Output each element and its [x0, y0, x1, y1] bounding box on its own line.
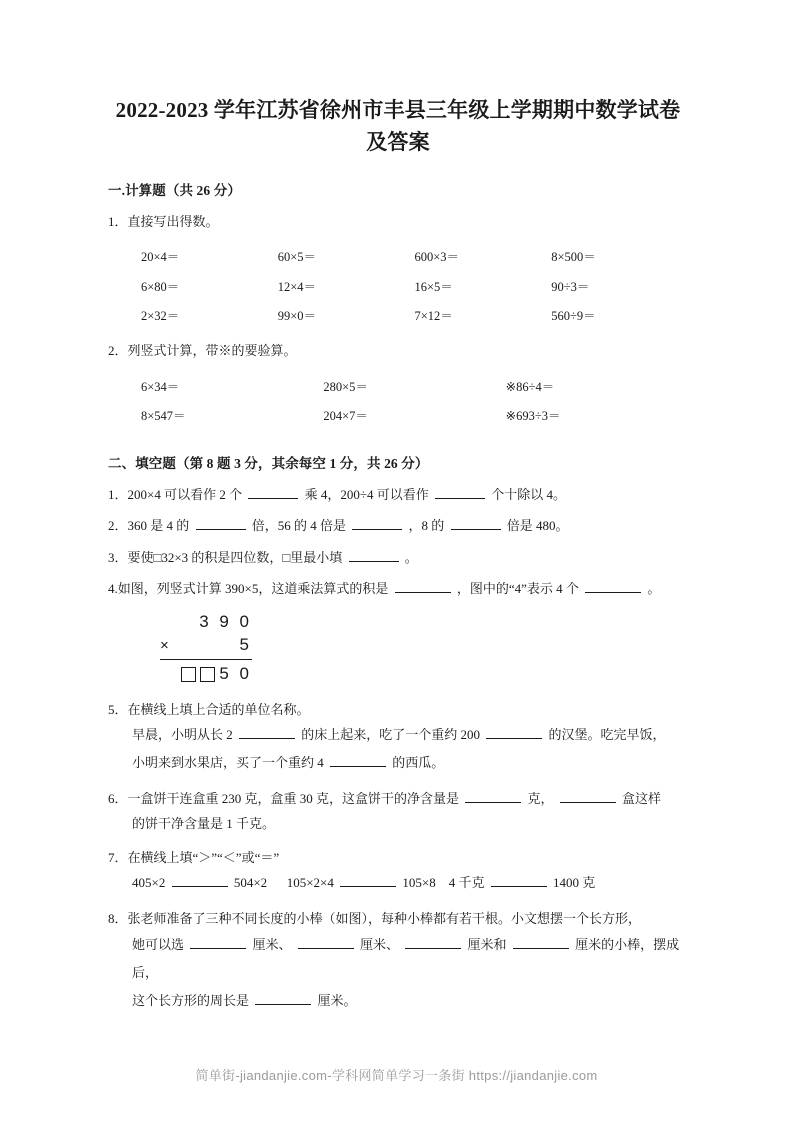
question-text: 这个长方形的周长是: [132, 992, 250, 1008]
question-text: 盒这样: [622, 791, 662, 807]
multiply-operator: ×: [160, 636, 169, 654]
expression: 280×5＝: [323, 379, 368, 394]
question-text: 6．一盒饼干连盒重 230 克，盒重 30 克，这盒饼干的净含量是: [108, 791, 460, 807]
answer-blank[interactable]: [395, 592, 451, 593]
answer-blank[interactable]: [560, 802, 616, 803]
question-2-4: [108, 579, 688, 599]
multiplicand-row: [160, 611, 252, 634]
question-text: 的西瓜。: [392, 755, 445, 771]
expression: 600×3＝: [414, 250, 460, 265]
question-label: 1．直接写出得数。: [108, 213, 219, 229]
question-line: [132, 721, 688, 749]
question-text: 厘米和: [467, 936, 507, 952]
question-text: 倍，56 的 4 倍是: [251, 518, 347, 534]
question-label: 5．在横线上填上合适的单位名称。: [108, 701, 310, 717]
product-row: [160, 663, 252, 686]
question-text: 小明来到水果店，买了一个重约 4: [132, 755, 324, 771]
question-text: 乘 4，200÷4 可以看作: [304, 486, 429, 502]
page-title: 2022-2023 学年江苏省徐州市丰县三年级上学期期中数学试卷及答案: [115, 98, 681, 154]
comparison-left: 105×2×4: [286, 875, 334, 891]
comparison-right: 105×8: [402, 875, 436, 891]
question-text: 她可以选: [132, 936, 185, 952]
expression-row: [141, 273, 688, 302]
answer-blank[interactable]: [239, 738, 295, 739]
multiplier-row: [160, 634, 252, 657]
vertical-multiplication-figure: [160, 611, 252, 686]
question-text: 厘米的小棒，摆成后，: [132, 936, 680, 980]
question-2-1: [108, 485, 688, 505]
expression-row: [141, 373, 688, 402]
expression: 99×0＝: [277, 309, 317, 324]
question-text: 克，: [527, 791, 554, 807]
expression-row: [141, 402, 688, 431]
expression: 560÷9＝: [551, 309, 596, 324]
answer-blank[interactable]: [172, 886, 228, 887]
answer-blank[interactable]: [349, 561, 399, 562]
question-text: 厘米。: [317, 992, 357, 1008]
multiplicand: 3 9 0: [199, 612, 252, 632]
page-content: [108, 95, 688, 1027]
question-text: 早晨，小明从长 2: [132, 727, 233, 743]
question-line: [108, 789, 688, 809]
section-heading-fill-in-blank: 二、填空题（第 8 题 3 分，其余每空 1 分，共 26 分）: [108, 455, 429, 471]
question-line: [132, 811, 688, 836]
expression: 204×7＝: [323, 409, 368, 424]
expression: 8×500＝: [551, 250, 596, 265]
question-text: 1．200×4 可以看作 2 个: [108, 486, 243, 502]
answer-blank[interactable]: [196, 529, 246, 530]
question-text: ，8 的: [408, 518, 445, 534]
answer-blank[interactable]: [435, 498, 485, 499]
question-text: 的床上起来，吃了一个重约 200: [301, 727, 481, 743]
answer-blank[interactable]: [255, 1004, 311, 1005]
expression: 60×5＝: [277, 250, 317, 265]
question-text: 3．要使□32×3 的积是四位数，□里最小填: [108, 549, 343, 565]
multiplier: 5: [239, 635, 252, 655]
question-2-3: [108, 548, 688, 568]
comparison-row: [132, 869, 688, 897]
answer-blank[interactable]: [486, 738, 542, 739]
question-label: 7．在横线上填“＞”“＜”或“＝”: [108, 849, 280, 865]
question-2-5: [108, 700, 688, 777]
answer-blank[interactable]: [451, 529, 501, 530]
question-label: 2．列竖式计算，带※的要验算。: [108, 343, 297, 359]
question-text: 8．张老师准备了三种不同长度的小棒（如图），每种小棒都有若干根。小文想摆一个长方形，: [108, 911, 642, 927]
answer-blank[interactable]: [298, 948, 354, 949]
question-text: 个十除以 4。: [491, 486, 566, 502]
answer-blank[interactable]: [330, 766, 386, 767]
expression: ※86÷4＝: [505, 379, 555, 394]
footer-watermark: 简单街-jiandanjie.com-学科网简单学习一条街 https://jiandanjie.com: [195, 1068, 598, 1083]
answer-blank[interactable]: [405, 948, 461, 949]
question-text: ，图中的“4”表示 4 个: [456, 581, 579, 597]
question-2-7: [108, 848, 688, 897]
answer-blank[interactable]: [248, 498, 298, 499]
expression: 20×4＝: [141, 250, 180, 265]
question-1-2: [108, 341, 688, 361]
question-line: [132, 931, 688, 987]
answer-blank[interactable]: [465, 802, 521, 803]
answer-blank[interactable]: [190, 948, 246, 949]
answer-blank[interactable]: [340, 886, 396, 887]
answer-blank[interactable]: [585, 592, 641, 593]
expression: 8×547＝: [141, 409, 186, 424]
comparison-left: 405×2: [132, 875, 166, 891]
expression: 2×32＝: [141, 309, 180, 324]
question-2-6: [108, 789, 688, 836]
expression: 7×12＝: [414, 309, 453, 324]
comparison-left: 4 千克: [448, 875, 485, 891]
question-text: 。: [647, 581, 661, 597]
blank-box-icon[interactable]: [200, 667, 215, 682]
question-text: 厘米、: [252, 936, 292, 952]
question-2-2: [108, 516, 688, 536]
question-text: 的饼干净含量是 1 千克。: [132, 815, 276, 831]
question-text: 4.如图，列竖式计算 390×5，这道乘法算式的积是: [108, 581, 389, 597]
question-text: 2．360 是 4 的: [108, 518, 190, 534]
question-text: 的汉堡。吃完早饭，: [548, 727, 666, 743]
expression: 6×80＝: [141, 279, 180, 294]
expression: 90÷3＝: [551, 279, 590, 294]
question-text: 。: [404, 549, 418, 565]
answer-blank[interactable]: [352, 529, 402, 530]
expression-row: [141, 302, 688, 331]
question-line: [132, 749, 688, 777]
section-heading-calculation: 一.计算题（共 26 分）: [108, 182, 241, 198]
expression: 16×5＝: [414, 279, 453, 294]
question-text: 倍是 480。: [506, 518, 569, 534]
question-2-8: [108, 909, 688, 1014]
blank-box-icon[interactable]: [181, 667, 196, 682]
comparison-right: 504×2: [233, 875, 268, 891]
comparison-right: 1400 克: [552, 875, 596, 891]
answer-blank[interactable]: [491, 886, 547, 887]
question-1-1: [108, 212, 688, 232]
product-digits: 5 0: [219, 664, 252, 684]
figure-divider: [160, 659, 252, 660]
expression: ※693÷3＝: [505, 409, 561, 424]
expression: 6×34＝: [141, 379, 180, 394]
expression: 12×4＝: [277, 279, 317, 294]
question-line: [132, 987, 688, 1015]
expression-row: [141, 243, 688, 272]
question-text: 厘米、: [360, 936, 400, 952]
answer-blank[interactable]: [513, 948, 569, 949]
